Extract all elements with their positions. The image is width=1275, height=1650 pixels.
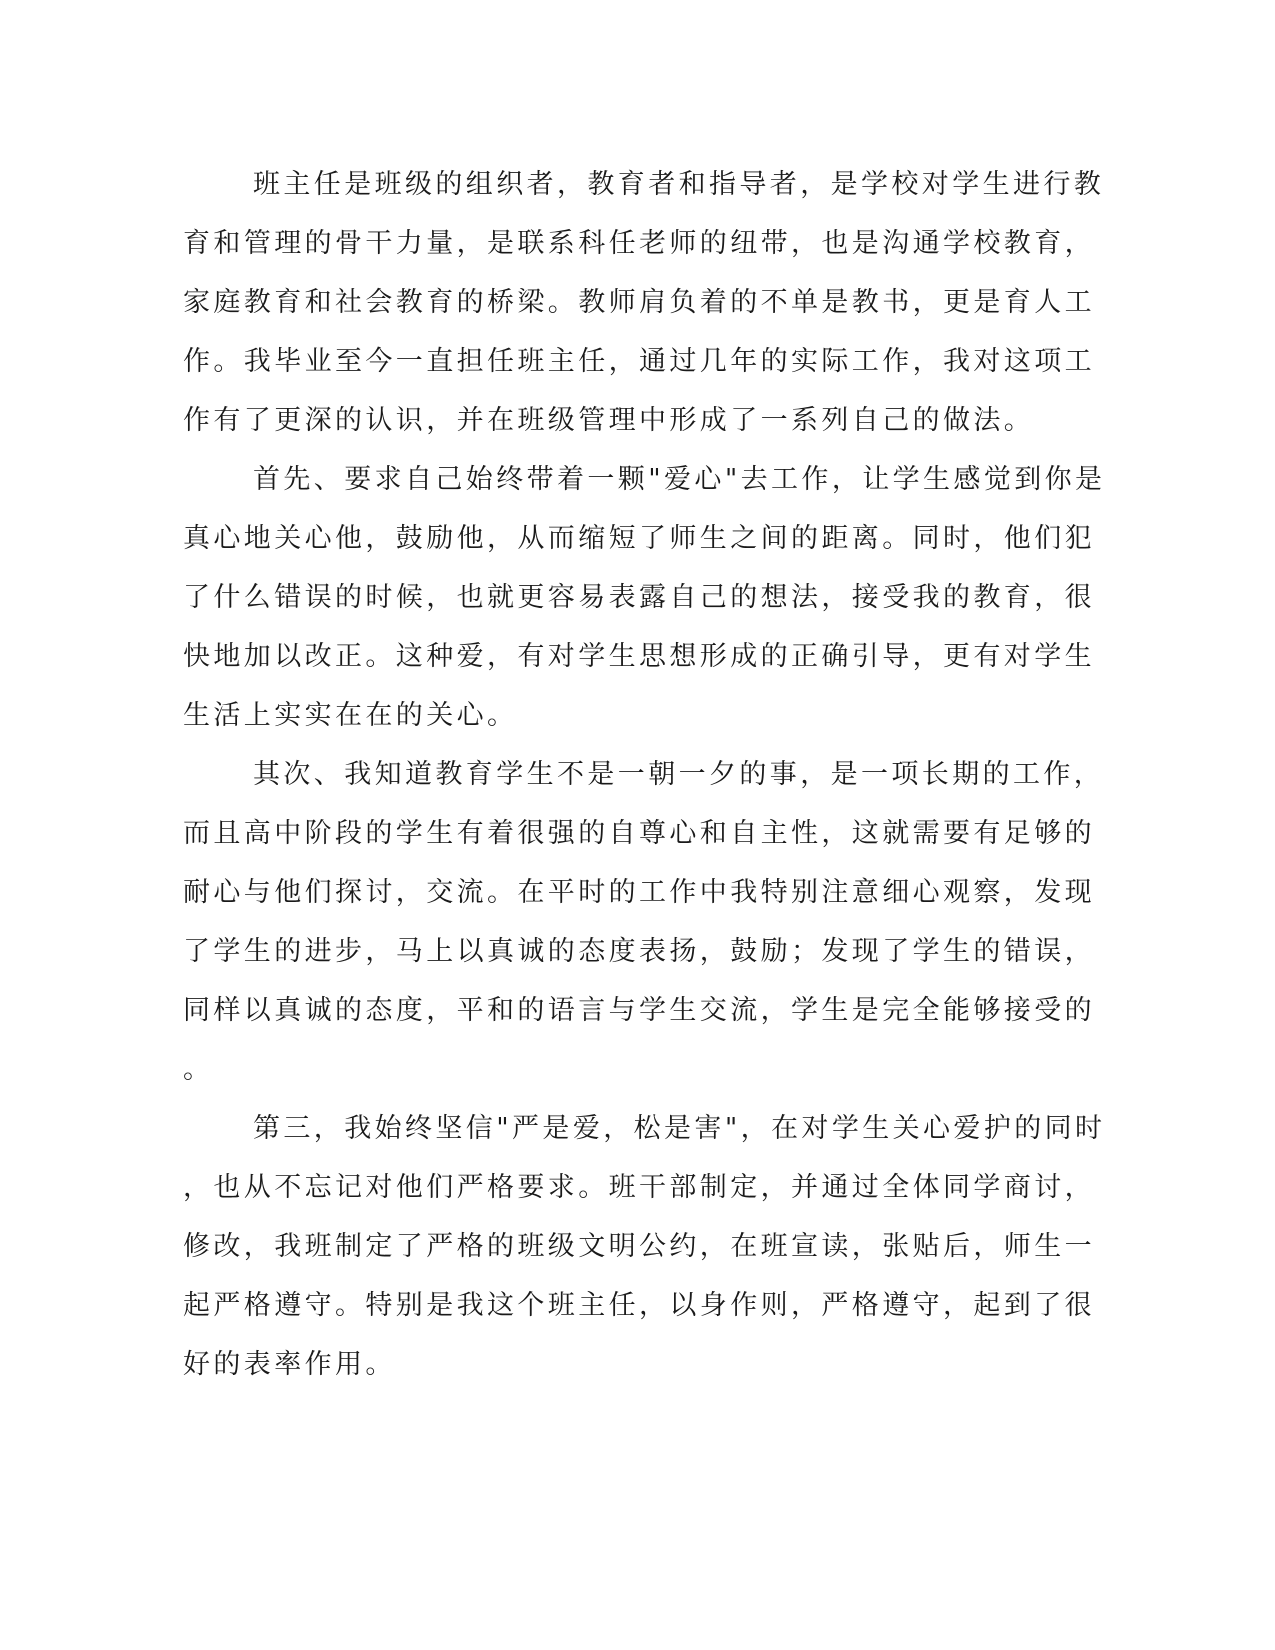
paragraph-2 (183, 450, 1106, 745)
text-line: 耐心与他们探讨，交流。在平时的工作中我特别注意细心观察，发现 (183, 877, 1095, 908)
text-line: 班主任是班级的组织者，教育者和指导者，是学校对学生进行教 (253, 169, 1105, 200)
text-line: 快地加以改正。这种爱，有对学生思想形成的正确引导，更有对学生 (183, 641, 1095, 672)
text-line: 其次、我知道教育学生不是一朝一夕的事，是一项长期的工作， (253, 759, 1105, 790)
paragraph-3 (183, 745, 1105, 1099)
document-body (183, 155, 1106, 1394)
text-line: 作。我毕业至今一直担任班主任，通过几年的实际工作，我对这项工 (183, 346, 1095, 377)
text-line: 育和管理的骨干力量，是联系科任老师的纽带，也是沟通学校教育， (183, 228, 1095, 259)
text-line: 。 (183, 1054, 214, 1085)
text-line: ，也从不忘记对他们严格要求。班干部制定，并通过全体同学商讨， (183, 1172, 1095, 1203)
paragraph-4 (183, 1099, 1106, 1394)
text-line: 作有了更深的认识，并在班级管理中形成了一系列自己的做法。 (183, 405, 1035, 436)
paragraph-1 (183, 155, 1105, 450)
text-line: 第三，我始终坚信"严是爱，松是害"，在对学生关心爱护的同时 (253, 1113, 1106, 1144)
text-line: 家庭教育和社会教育的桥梁。教师肩负着的不单是教书，更是育人工 (183, 287, 1095, 318)
text-line: 真心地关心他，鼓励他，从而缩短了师生之间的距离。同时，他们犯 (183, 523, 1095, 554)
text-line: 首先、要求自己始终带着一颗"爱心"去工作，让学生感觉到你是 (253, 464, 1106, 495)
text-line: 了什么错误的时候，也就更容易表露自己的想法，接受我的教育，很 (183, 582, 1095, 613)
text-line: 而且高中阶段的学生有着很强的自尊心和自主性，这就需要有足够的 (183, 818, 1095, 849)
text-line: 生活上实实在在的关心。 (183, 700, 518, 731)
text-line: 同样以真诚的态度，平和的语言与学生交流，学生是完全能够接受的 (183, 995, 1095, 1026)
text-line: 修改，我班制定了严格的班级文明公约，在班宣读，张贴后，师生一 (183, 1231, 1095, 1262)
text-line: 好的表率作用。 (183, 1349, 396, 1380)
text-line: 起严格遵守。特别是我这个班主任，以身作则，严格遵守，起到了很 (183, 1290, 1095, 1321)
text-line: 了学生的进步，马上以真诚的态度表扬，鼓励；发现了学生的错误， (183, 936, 1095, 967)
